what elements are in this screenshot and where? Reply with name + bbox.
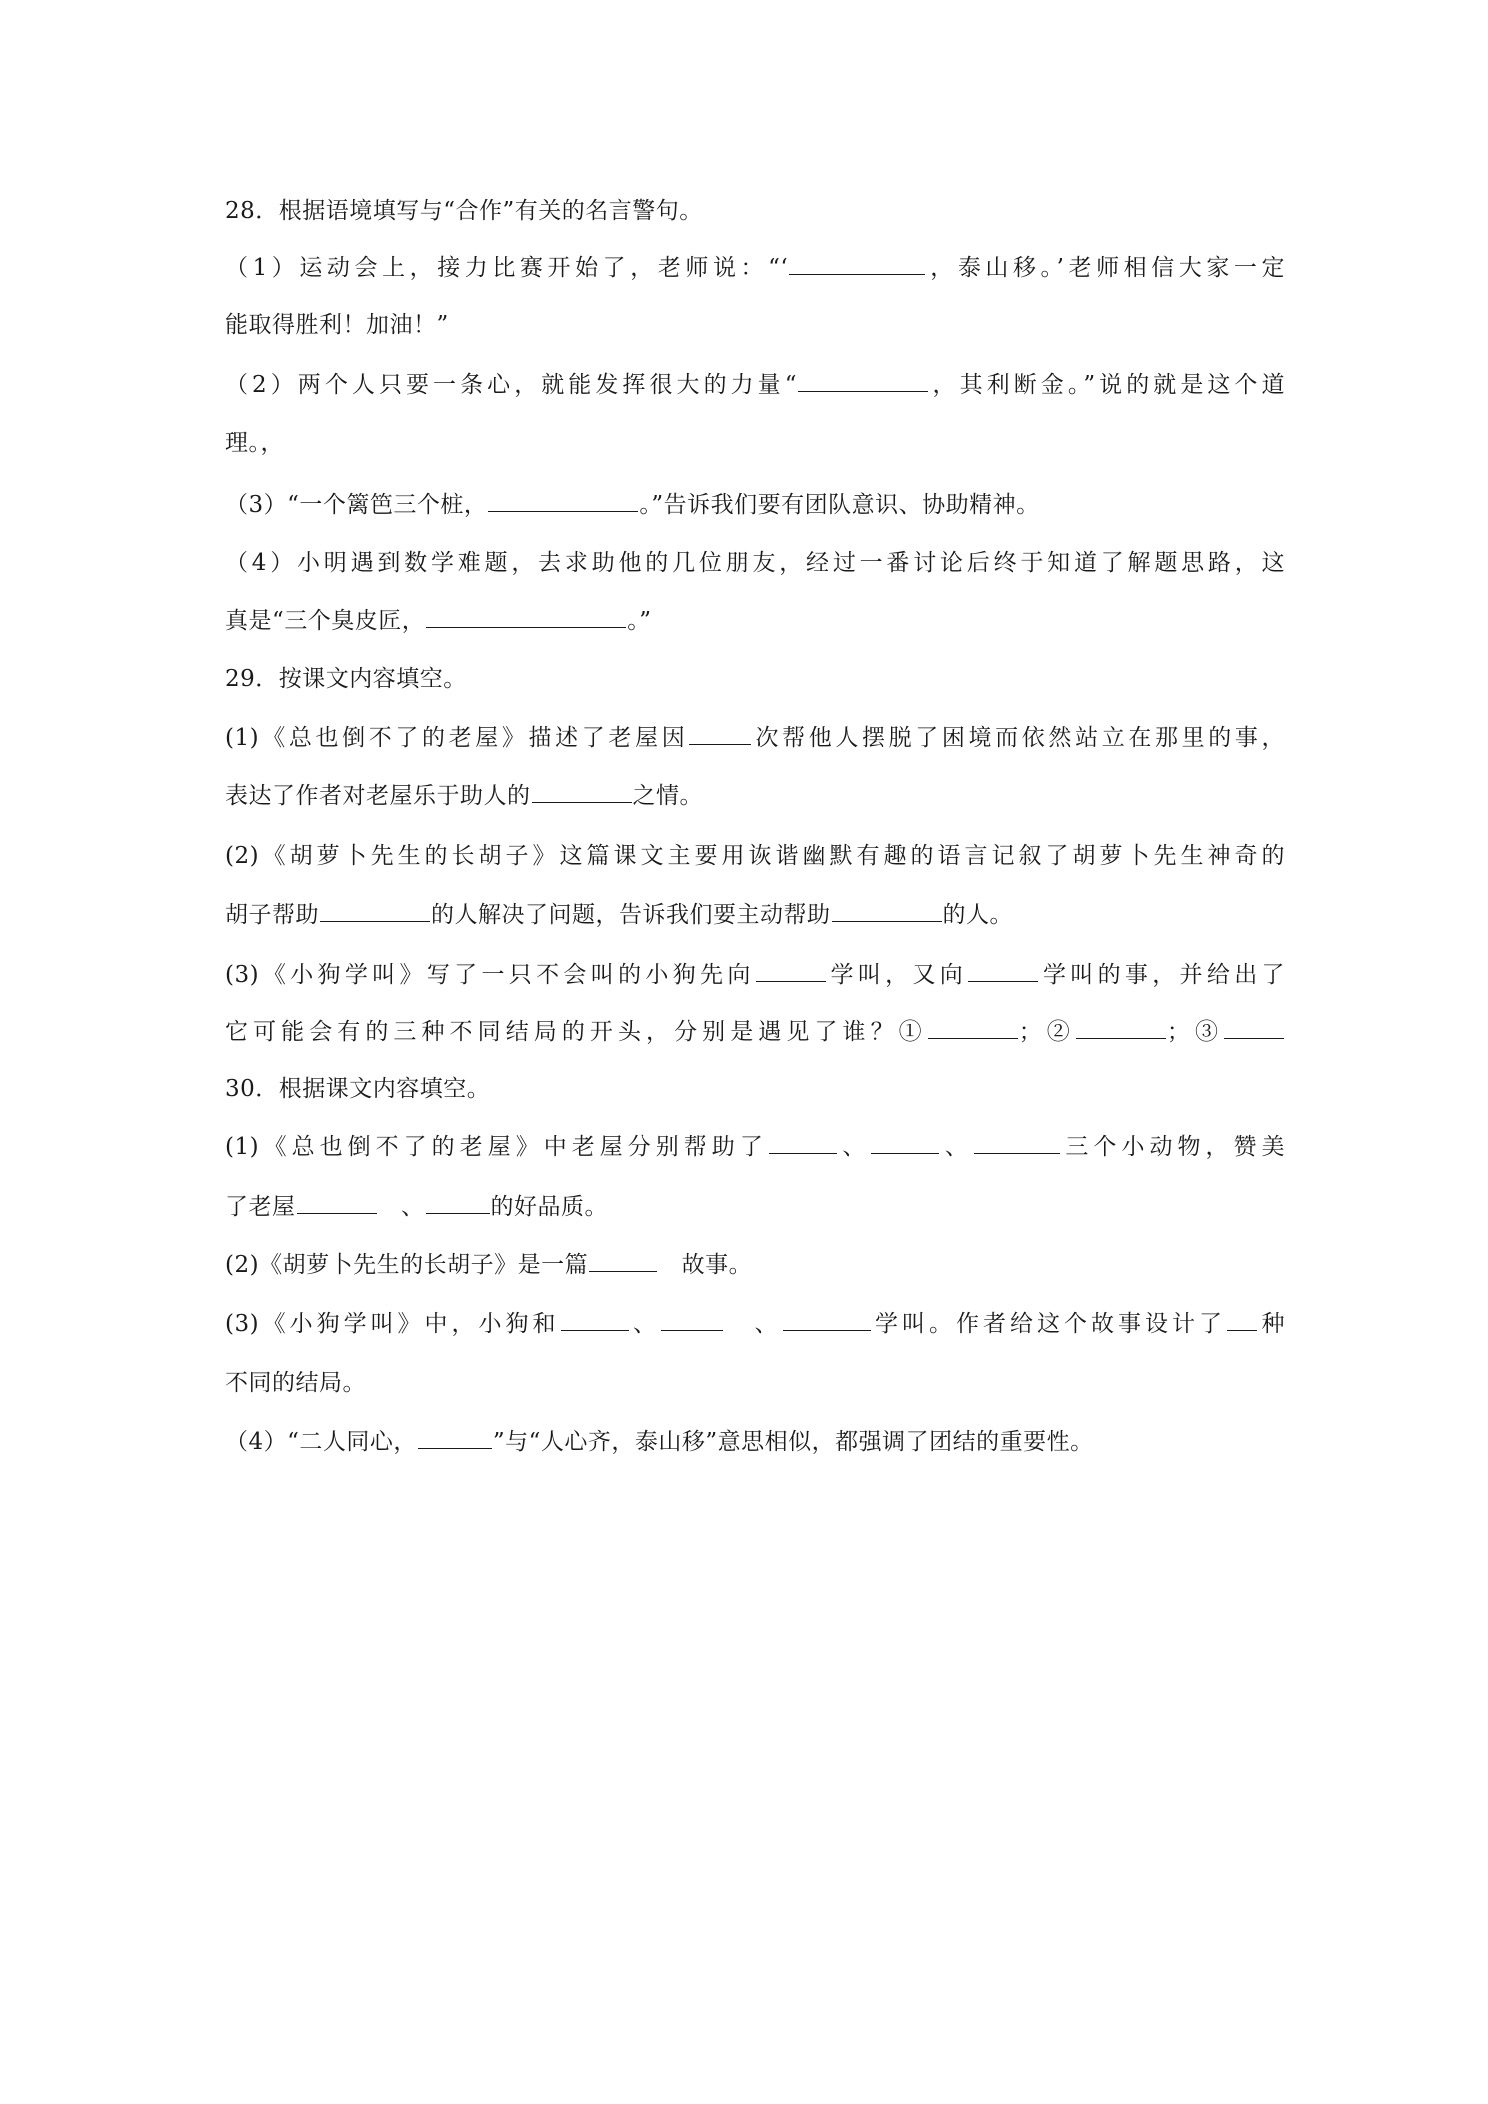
answer-blank[interactable] xyxy=(789,248,925,275)
q29-item-3-cont: 它可能会有的三种不同结局的开头，分别是遇见了谁？① ；② ；③ xyxy=(225,1012,1285,1052)
q30-item-3: (3)《小狗学叫》中，小狗和 、 、 学叫。作者给这个故事设计了 种 xyxy=(225,1304,1285,1344)
q30-item-4: （4）“二人同心， ”与“人心齐，泰山移”意思相似，都强调了团结的重要性。 xyxy=(225,1422,1285,1462)
q28-item-2: （2）两个人只要一条心，就能发挥很大的力量“ ，其利断金。”说的就是这个道 xyxy=(225,365,1285,405)
answer-blank[interactable] xyxy=(968,955,1038,982)
answer-blank[interactable] xyxy=(532,776,632,803)
q29-item-2: (2)《胡萝卜先生的长胡子》这篇课文主要用诙谐幽默有趣的语言记叙了胡萝卜先生神奇的 xyxy=(225,843,1285,869)
answer-blank[interactable] xyxy=(974,1127,1060,1154)
q28-item-1-cont: 能取得胜利！加油！” xyxy=(225,312,449,338)
answer-blank[interactable] xyxy=(426,601,626,628)
q28-item-3: （3）“一个篱笆三个桩， 。”告诉我们要有团队意识、协助精神。 xyxy=(225,485,1285,525)
q28-item-4-cont: 真是“三个臭皮匠， 。” xyxy=(225,601,1285,641)
answer-blank[interactable] xyxy=(928,1012,1018,1039)
answer-blank[interactable] xyxy=(589,1245,657,1272)
q29-item-1-cont: 表达了作者对老屋乐于助人的 之情。 xyxy=(225,776,1285,816)
q28-item-1: （1）运动会上，接力比赛开始了，老师说：“‘ ，泰山移。’老师相信大家一定 xyxy=(225,248,1285,288)
answer-blank[interactable] xyxy=(756,955,826,982)
answer-blank[interactable] xyxy=(488,485,638,512)
answer-blank[interactable] xyxy=(661,1304,723,1331)
q29-item-3: (3)《小狗学叫》写了一只不会叫的小狗先向 学叫，又向 学叫的事，并给出了 xyxy=(225,955,1285,995)
answer-blank[interactable] xyxy=(769,1127,837,1154)
q29-item-1: (1)《总也倒不了的老屋》描述了老屋因 次帮他人摆脱了困境而依然站立在那里的事， xyxy=(225,718,1285,758)
q29-title: 29．按课文内容填空。 xyxy=(225,666,467,692)
answer-blank[interactable] xyxy=(320,895,430,922)
q29-item-2-cont: 胡子帮助 的人解决了问题，告诉我们要主动帮助 的人。 xyxy=(225,895,1285,935)
q30-item-3-cont: 不同的结局。 xyxy=(225,1370,366,1396)
answer-blank[interactable] xyxy=(871,1127,939,1154)
q30-title: 30．根据课文内容填空。 xyxy=(225,1076,491,1102)
answer-blank[interactable] xyxy=(1076,1012,1166,1039)
answer-blank[interactable] xyxy=(426,1187,490,1214)
q28-title: 28．根据语境填写与“合作”有关的名言警句。 xyxy=(225,198,703,224)
answer-blank[interactable] xyxy=(561,1304,629,1331)
answer-blank[interactable] xyxy=(689,718,751,745)
answer-blank[interactable] xyxy=(783,1304,871,1331)
q30-item-2: (2)《胡萝卜先生的长胡子》是一篇 故事。 xyxy=(225,1245,1285,1285)
q30-item-1: (1)《总也倒不了的老屋》中老屋分别帮助了 、 、 三个小动物，赞美 xyxy=(225,1127,1285,1167)
answer-blank[interactable] xyxy=(297,1187,377,1214)
q30-item-1-cont: 了老屋 、 的好品质。 xyxy=(225,1187,1285,1227)
answer-blank[interactable] xyxy=(418,1422,492,1449)
answer-blank[interactable] xyxy=(832,895,942,922)
answer-blank[interactable] xyxy=(798,365,928,392)
answer-blank[interactable] xyxy=(1227,1304,1257,1331)
answer-blank[interactable] xyxy=(1224,1012,1284,1039)
q28-item-2-cont: 理。， xyxy=(225,430,284,456)
q28-item-4: （4）小明遇到数学难题，去求助他的几位朋友，经过一番讨论后终于知道了解题思路，这 xyxy=(225,550,1285,576)
